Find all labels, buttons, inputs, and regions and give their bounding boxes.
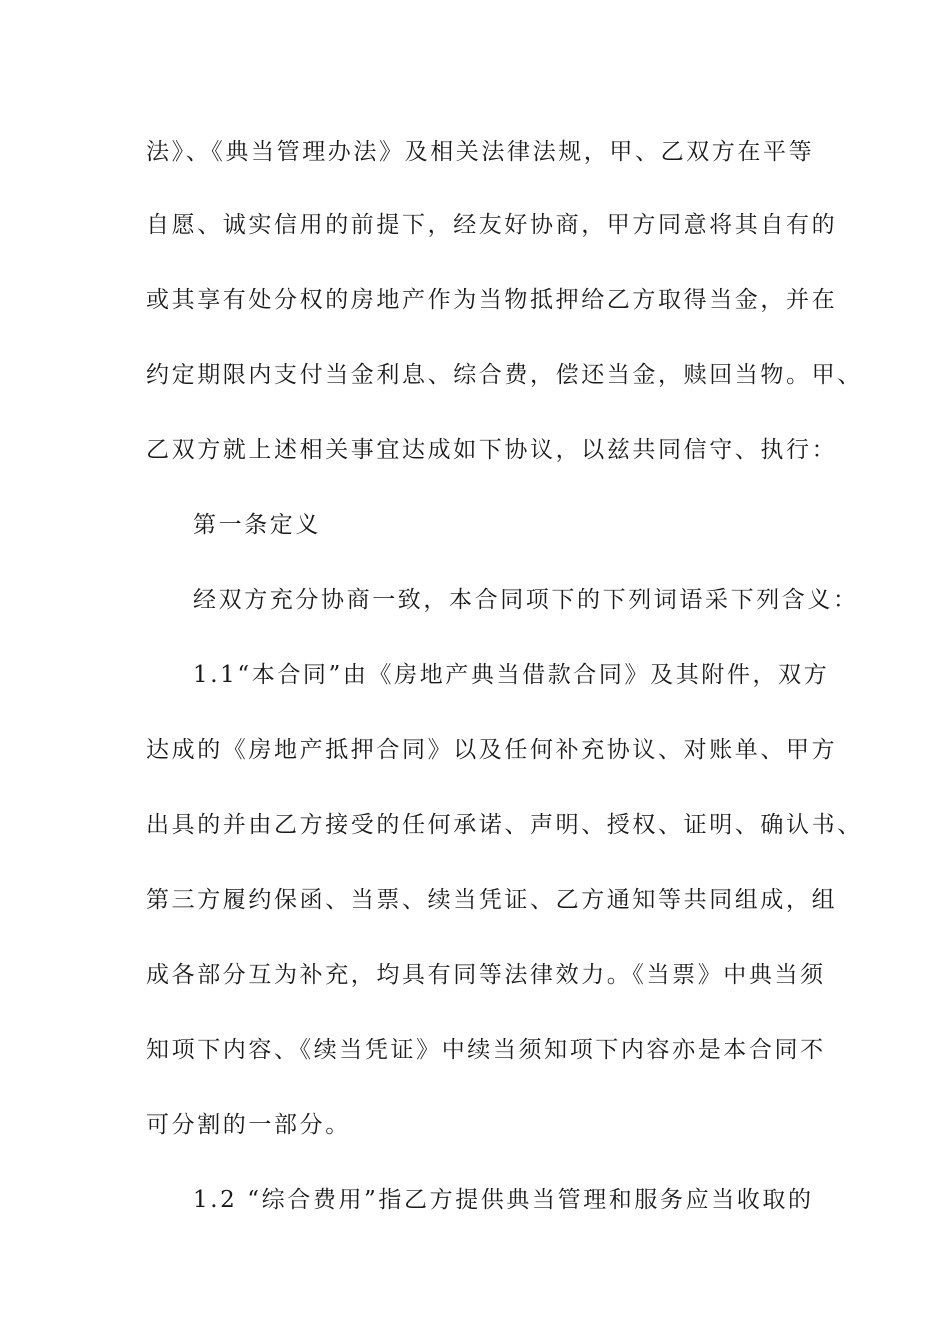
text-line: 知项下内容、《续当凭证》中续当须知项下内容亦是本合同不 <box>146 1037 826 1063</box>
text-line: 自愿、诚实信用的前提下，经友好协商，甲方同意将其自有的 <box>146 212 838 238</box>
text-line: 或其享有处分权的房地产作为当物抵押给乙方取得当金，并在 <box>146 287 838 313</box>
text-line: 达成的《房地产抵押合同》以及任何补充协议、对账单、甲方 <box>146 737 838 763</box>
section-heading: 第一条定义 <box>193 512 321 538</box>
text-line: 法》、《典当管理办法》及相关法律法规，甲、乙双方在平等 <box>146 139 815 165</box>
text-line: 成各部分互为补充，均具有同等法律效力。《当票》中典当须 <box>146 962 826 988</box>
clause-1-1: 1.1“本合同”由《房地产典当借款合同》及其附件，双方 <box>193 662 830 688</box>
clause-1-2: 1.2 “综合费用”指乙方提供典当管理和服务应当收取的 <box>193 1187 814 1213</box>
text-line: 约定期限内支付当金利息、综合费，偿还当金，赎回当物。甲、 <box>146 362 863 388</box>
text-line: 乙双方就上述相关事宜达成如下协议，以兹共同信守、执行： <box>146 437 838 463</box>
text-line: 经双方充分协商一致，本合同项下的下列词语采下列含义： <box>193 587 859 613</box>
text-line: 可分割的一部分。 <box>146 1112 351 1138</box>
text-line: 出具的并由乙方接受的任何承诺、声明、授权、证明、确认书、 <box>146 812 863 838</box>
text-line: 第三方履约保函、当票、续当凭证、乙方通知等共同组成，组 <box>146 887 838 913</box>
